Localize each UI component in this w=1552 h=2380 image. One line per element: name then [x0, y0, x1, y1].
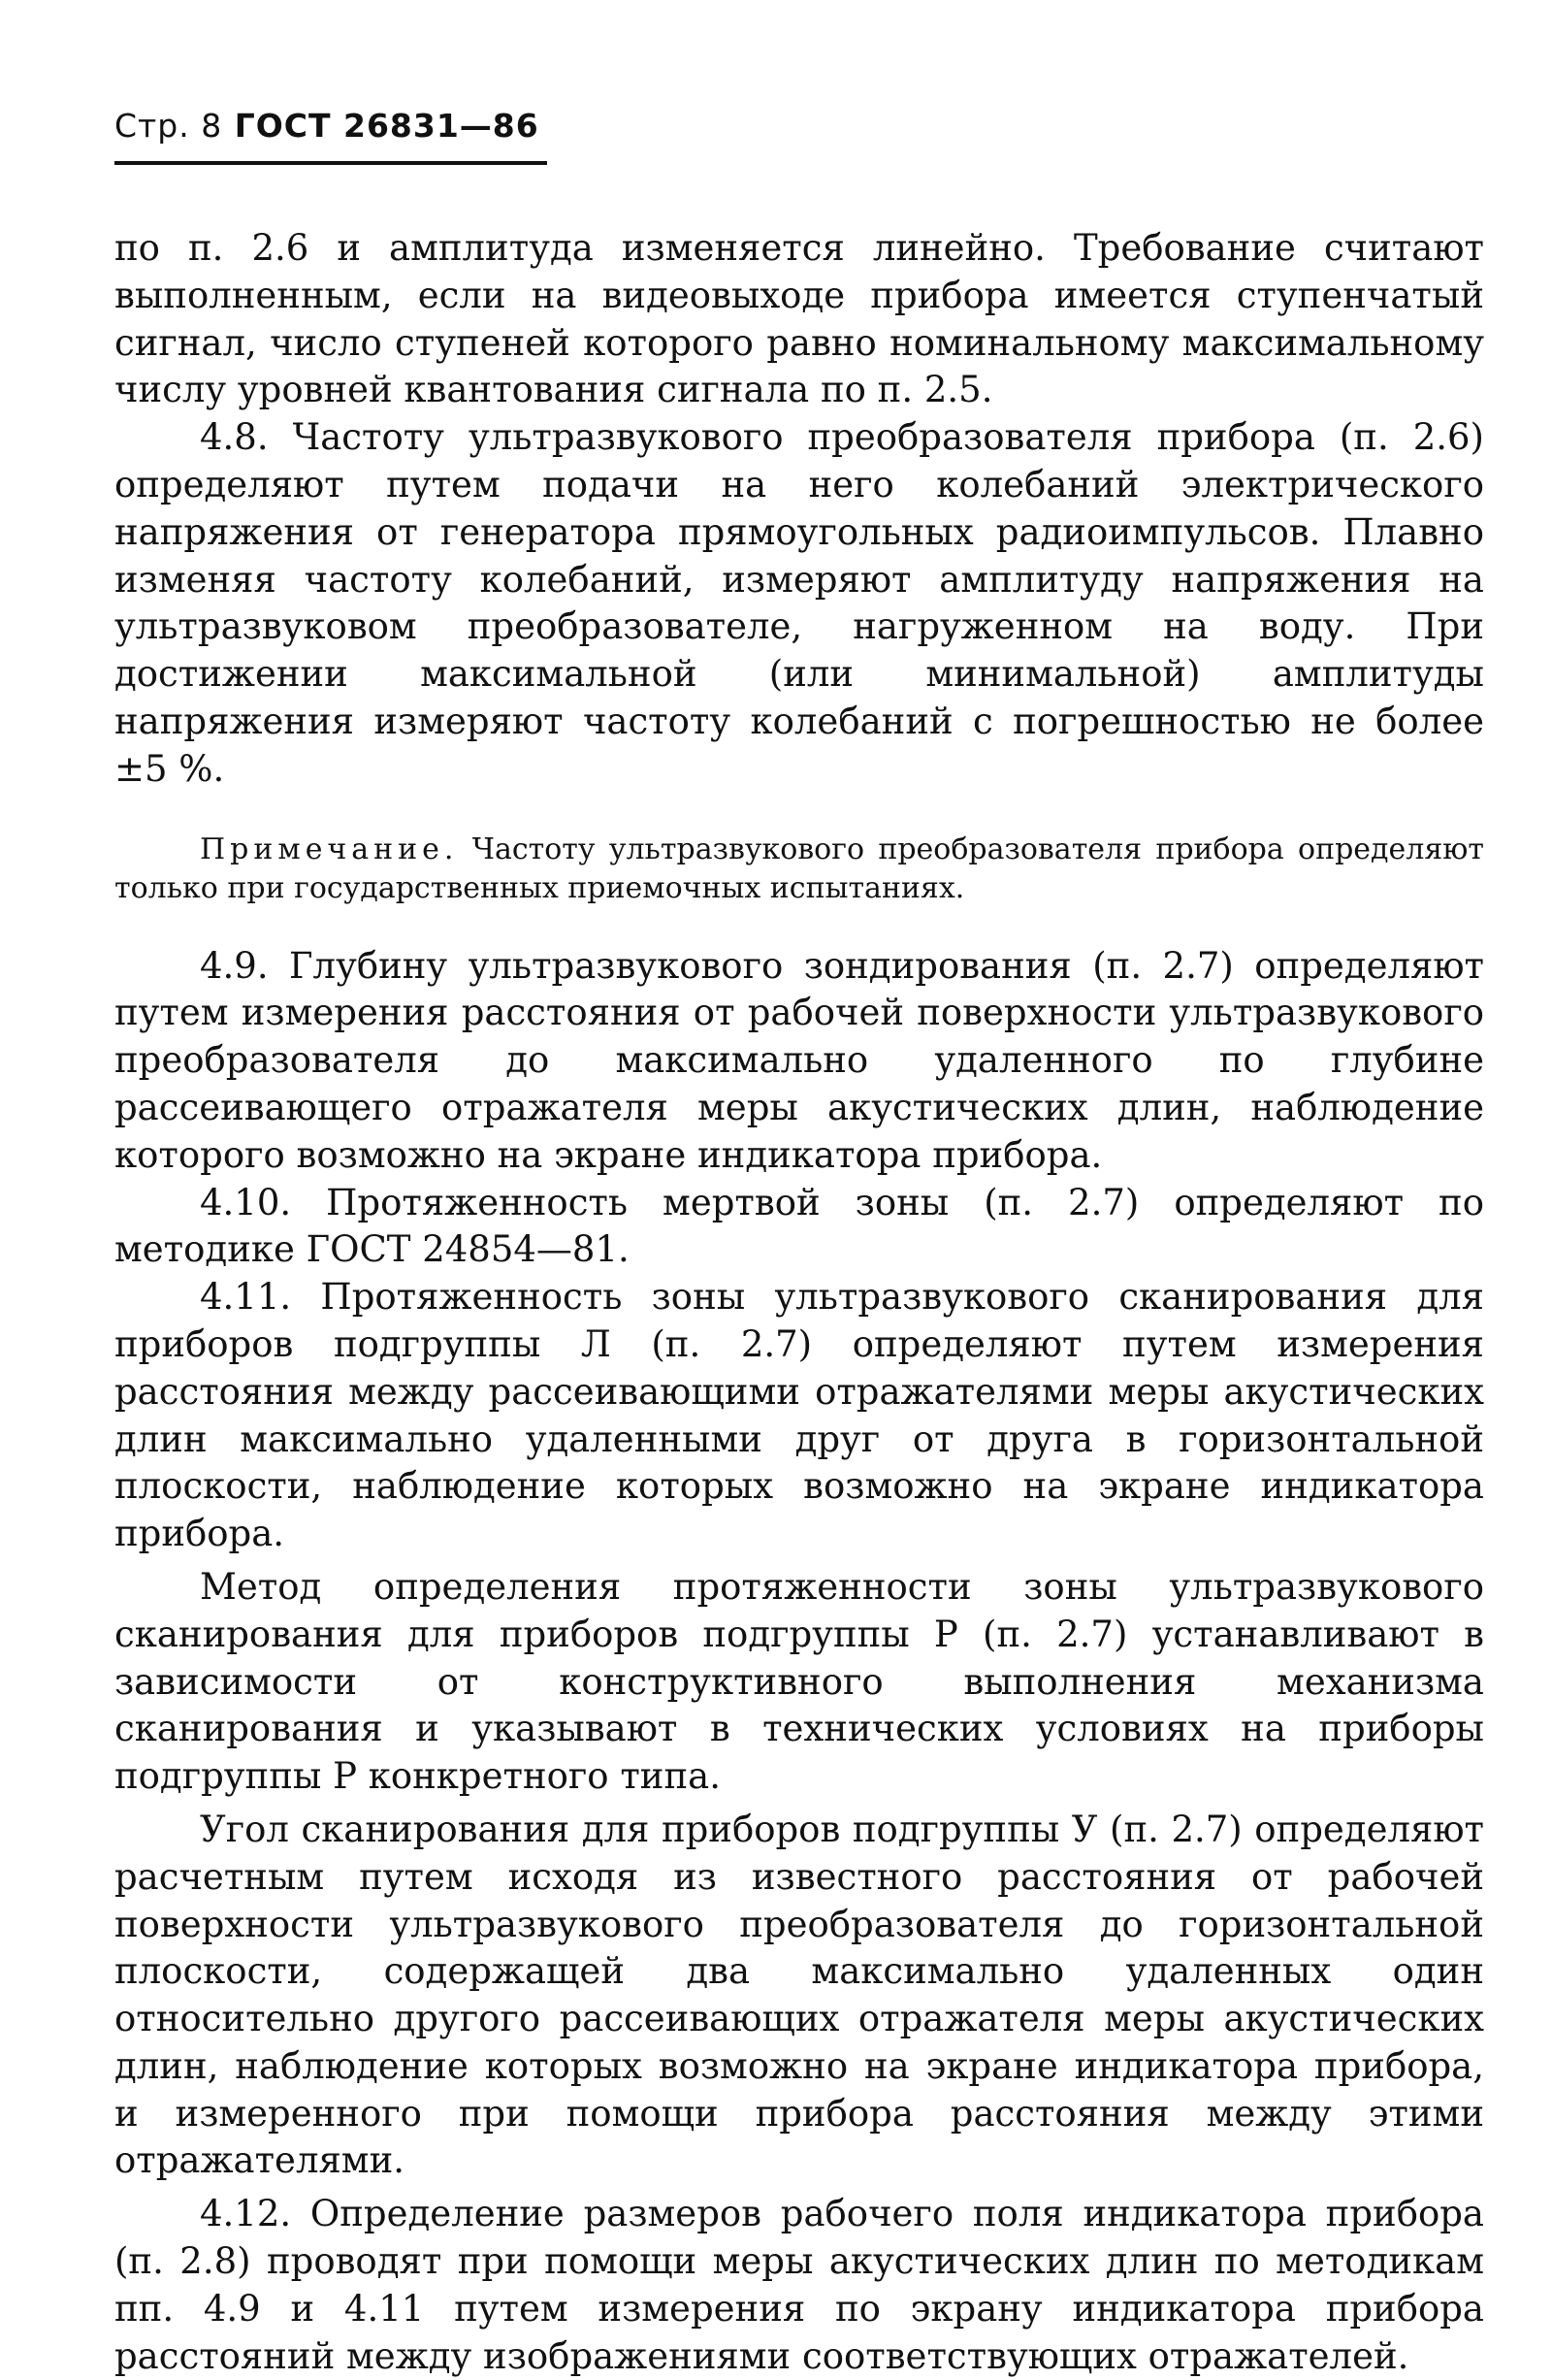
standard-number: ГОСТ 26831—86 — [234, 107, 539, 145]
page-content — [114, 107, 1484, 2380]
header-rule — [114, 161, 547, 165]
paragraph-scan-angle: Угол сканирования для приборов подгруппы У (п. 2.7) определяют расчетным путем исходя из известного расстояния от рабочей поверхности ультразвукового преобразователя до горизонтальной плоскости, содержащей два максимально удаленных один относительно другого рассеивающих отражателя меры акустических длин, наблюдение которых возможно на экране индикатора прибора, и измеренного при помощи прибора расстояния между этими отражателями. — [114, 1808, 1484, 2182]
paragraph-scan-method: Метод определения протяженности зоны ультразвукового сканирования для приборов подгруппы Р (п. 2.7) устанавливают в зависимости от конструктивного выполнения механизма сканирования и указывают в технических условиях на приборы подгруппы Р конкретного типа. — [114, 1565, 1484, 1798]
paragraph-continuation: по п. 2.6 и амплитуда изменяется линейно. Требование считают выполненным, если на видеовыходе прибора имеется ступенчатый сигнал, число ступеней которого равно номинальному максимальному числу уровней квантования сигнала по п. 2.5. — [114, 227, 1484, 411]
document-body — [114, 225, 1484, 2380]
paragraph-4-8: 4.8. Частоту ультразвукового преобразователя прибора (п. 2.6) определяют путем подачи на него колебаний электрического напряжения от генератора прямоугольных радиоимпульсов. Плавно изменяя частоту колебаний, измеряют амплитуду напряжения на ультразвуковом преобразователе, нагруженном на воду. При достижении максимальной (или минимальной) амплитуды напряжения измеряют частоту колебаний с погрешностью не более ±5 %. — [114, 416, 1484, 790]
paragraph-4-11: 4.11. Протяженность зоны ультразвукового сканирования для приборов подгруппы Л (п. 2.7) определяют путем измерения расстояния между рассеивающими отражателями меры акустических длин максимально удаленными друг от друга в горизонтальной плоскости, наблюдение которых возможно на экране индикатора прибора. — [114, 1276, 1484, 1555]
note — [114, 831, 1484, 908]
paragraph-4-12: 4.12. Определение размеров рабочего поля индикатора прибора (п. 2.8) проводят при помощи меры акустических длин по методикам пп. 4.9 и 4.11 путем измерения по экрану индикатора прибора расстояний между изображениями соответствующих отражателей. — [114, 2193, 1484, 2377]
page-header — [114, 107, 1484, 146]
paragraph-4-10: 4.10. Протяженность мертвой зоны (п. 2.7) определяют по методике ГОСТ 24854—81. — [114, 1181, 1484, 1271]
page-number: Стр. 8 — [114, 107, 223, 145]
note-text: Частоту ультразвукового преобразователя прибора определяют только при государственных приемочных испытаниях. — [114, 831, 1484, 905]
paragraph-4-9: 4.9. Глубину ультразвукового зондирования (п. 2.7) определяют путем измерения расстояния от рабочей поверхности ультразвукового преобразователя до максимально удаленного по глубине рассеивающего отражателя меры акустических длин, наблюдение которого возможно на экране индикатора прибора. — [114, 944, 1484, 1176]
note-label: Примечание. — [200, 831, 459, 866]
